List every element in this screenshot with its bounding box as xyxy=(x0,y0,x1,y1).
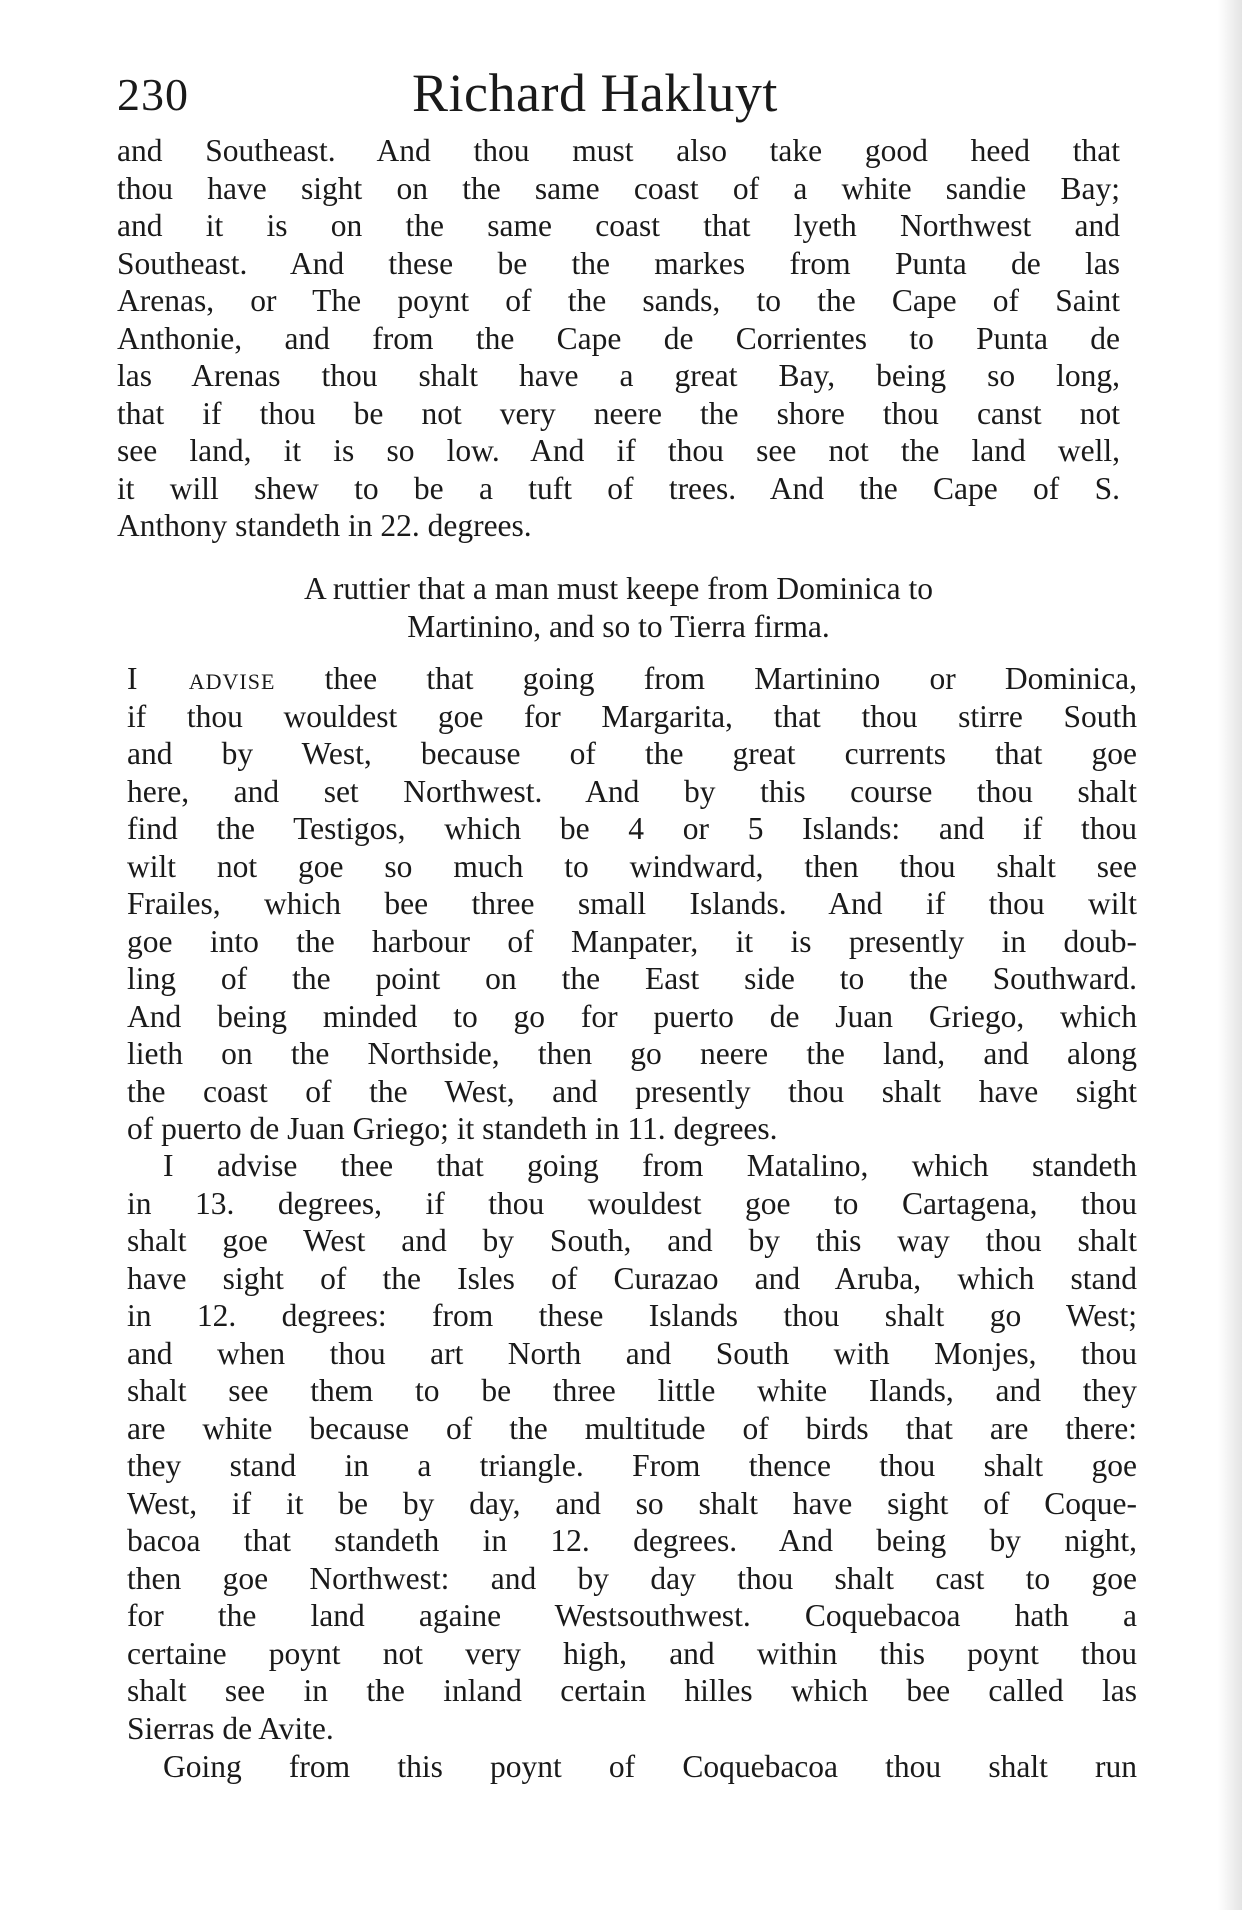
section-heading-line-1: A ruttier that a man must keepe from Dominica to xyxy=(304,571,933,606)
text-line: wilt not goe so much to windward, then thou shalt see xyxy=(127,848,1137,884)
text-line: in 12. degrees: from these Islands thou shalt go West; xyxy=(127,1298,1137,1333)
page-header xyxy=(117,62,1117,132)
text-line: for the land againe Westsouthwest. Coquebacoa hath a xyxy=(127,1598,1137,1633)
text-line: thou have sight on the same coast of a white sandie Bay; xyxy=(117,170,1120,206)
text-line: they stand in a triangle. From thence thou shalt goe xyxy=(127,1448,1137,1483)
paragraph-2 xyxy=(127,660,1137,1148)
paragraph-3 xyxy=(127,1147,1137,1747)
text-line: it will shew to be a tuft of trees. And the Cape of S. xyxy=(117,470,1120,506)
text-line: shalt see them to be three little white Ilands, and they xyxy=(127,1373,1137,1408)
running-title: Richard Hakluyt xyxy=(412,63,778,123)
text-line: Anthonie, and from the Cape de Corrientes to Punta de xyxy=(117,320,1120,356)
text-line: that if thou be not very neere the shore thou canst not xyxy=(117,395,1120,431)
text-line: of puerto de Juan Griego; it standeth in 11. degrees. xyxy=(127,1111,778,1146)
text-line: ling of the point on the East side to the Southward. xyxy=(127,961,1137,996)
text-line: shalt see in the inland certain hilles which bee called las xyxy=(127,1673,1137,1708)
first-line-text: thee that going from Martinino or Dominica, xyxy=(275,661,1138,696)
text-line: Anthony standeth in 22. degrees. xyxy=(117,508,532,543)
text-line: the coast of the West, and presently thou shalt have sight xyxy=(127,1073,1137,1109)
text-line: West, if it be by day, and so shalt have sight of Coque- xyxy=(127,1485,1137,1521)
text-line: if thou wouldest goe for Margarita, that thou stirre South xyxy=(127,698,1137,734)
text-line: find the Testigos, which be 4 or 5 Islands: and if thou xyxy=(127,811,1137,846)
lead-in-small-caps: I advise xyxy=(127,661,276,696)
text-line: las Arenas thou shalt have a great Bay, being so long, xyxy=(117,358,1120,393)
section-heading xyxy=(117,570,1120,646)
text-line: then goe Northwest: and by day thou shalt cast to goe xyxy=(127,1560,1137,1596)
text-line xyxy=(127,660,1137,698)
text-line: Southeast. And these be the markes from Punta de las xyxy=(117,245,1120,281)
text-line: I advise thee that going from Matalino, which standeth xyxy=(163,1148,1137,1183)
text-line: see land, it is so low. And if thou see not the land well, xyxy=(117,433,1120,468)
text-line: are white because of the multitude of birds that are there: xyxy=(127,1410,1137,1446)
text-line: shalt goe West and by South, and by this way thou shalt xyxy=(127,1223,1137,1258)
text-line: in 13. degrees, if thou wouldest goe to Cartagena, thou xyxy=(127,1185,1137,1221)
text-line: lieth on the Northside, then go neere the land, and along xyxy=(127,1036,1137,1071)
text-line: Frailes, which bee three small Islands. And if thou wilt xyxy=(127,886,1137,921)
paragraph-1 xyxy=(117,132,1120,545)
text-line: and it is on the same coast that lyeth Northwest and xyxy=(117,208,1120,243)
text-line: and when thou art North and South with Monjes, thou xyxy=(127,1335,1137,1371)
text-line: goe into the harbour of Manpater, it is presently in doub- xyxy=(127,923,1137,959)
page-edge-shadow xyxy=(1218,0,1242,1910)
text-line: Going from this poynt of Coquebacoa thou shalt run xyxy=(163,1749,1137,1784)
text-line: here, and set Northwest. And by this course thou shalt xyxy=(127,773,1137,809)
section-heading-line-2: Martinino, and so to Tierra firma. xyxy=(407,609,830,644)
paragraph-4 xyxy=(127,1748,1137,1786)
text-line: Sierras de Avite. xyxy=(127,1710,334,1746)
text-line: certaine poynt not very high, and within this poynt thou xyxy=(127,1635,1137,1671)
text-line: and by West, because of the great currents that goe xyxy=(127,736,1137,771)
page-number: 230 xyxy=(117,69,189,120)
text-line: Arenas, or The poynt of the sands, to the Cape of Saint xyxy=(117,283,1120,318)
text-line: have sight of the Isles of Curazao and Aruba, which stand xyxy=(127,1260,1137,1296)
text-line: bacoa that standeth in 12. degrees. And being by night, xyxy=(127,1523,1137,1558)
text-line: And being minded to go for puerto de Juan Griego, which xyxy=(127,998,1137,1034)
text-line: and Southeast. And thou must also take good heed that xyxy=(117,133,1120,168)
